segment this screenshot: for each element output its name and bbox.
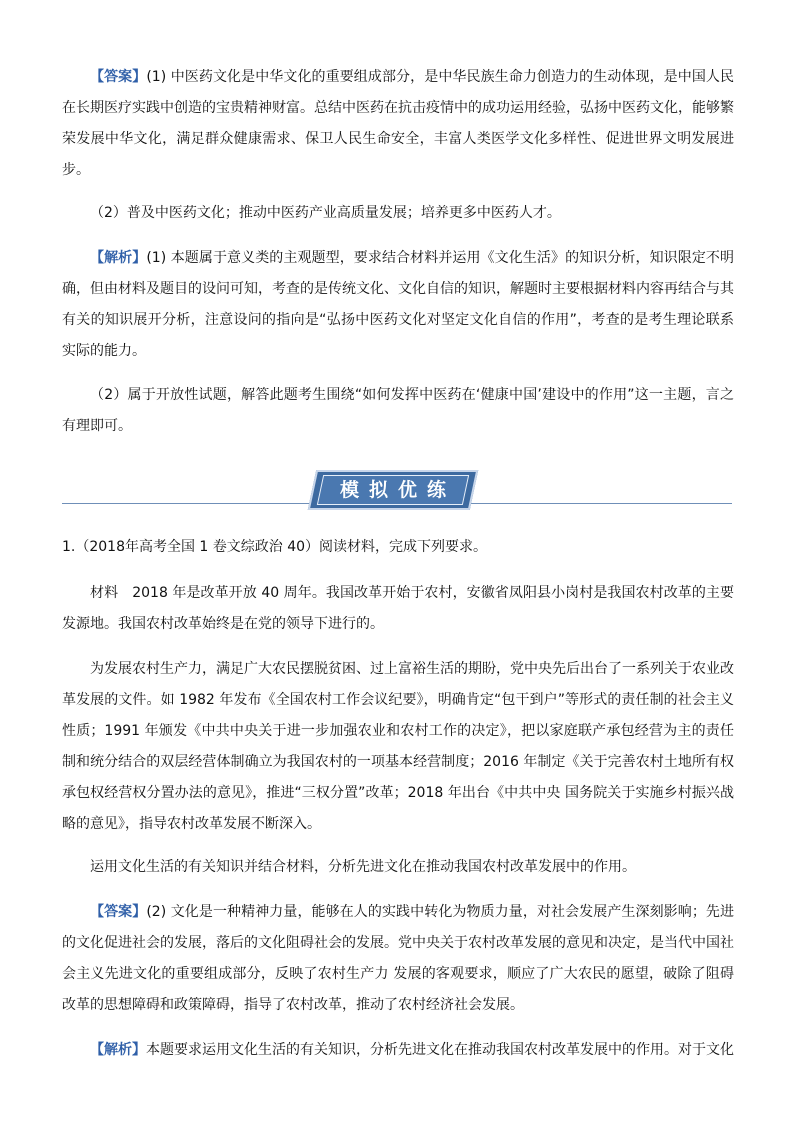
banner-title: 模拟优练 (339, 479, 456, 501)
answer-paragraph-1 (62, 62, 734, 186)
section-banner (312, 470, 474, 510)
question-prompt: 运用文化生活的有关知识并结合材料，分析先进文化在推动我国农村改革发展中的作用。 (90, 859, 636, 875)
question-answer (62, 897, 734, 1021)
answer-paragraph-2: （2）普及中医药文化；推动中医药产业高质量发展；培养更多中医药人才。 (90, 205, 561, 221)
analysis-paragraph-2: （2）属于开放性试题，解答此题考生围绕“如何发挥中医药在‘健康中国’建设中的作用”这一主题，言之有理即可。 (62, 387, 734, 434)
question-heading: 1.（2018年高考全国 1 卷文综政治 40）阅读材料，完成下列要求。 (62, 539, 488, 555)
material-paragraph-1: 材料 2018 年是改革开放 40 周年。我国改革开始于农村，安徽省凤阳县小岗村是我国农村改革的主要发源地。我国农村改革始终是在党的领导下进行的。 (62, 585, 734, 632)
question-answer-tag: 【答案】 (90, 904, 147, 920)
analysis-tag: 【解析】 (90, 250, 147, 266)
answer-tag: 【答案】 (90, 69, 147, 85)
question-analysis-text: 本题要求运用文化生活的有关知识，分析先进文化在推动我国农村改革发展中的作用。对于文化 (146, 1042, 734, 1058)
analysis-text-1: (1) 本题属于意义类的主观题型，要求结合材料并运用《文化生活》的知识分析，知识限定不明确，但由材料及题目的设问可知，考查的是传统文化、文化自信的知识，解题时主要根据材料内容再结合与其有关的知识展开分析，注意设问的指向是“弘扬中医药文化对坚定文化自信的作用”，考查的是考生理论联系实际的能力。 (62, 250, 735, 359)
question-analysis-tag: 【解析】 (90, 1042, 146, 1058)
question-analysis (62, 1035, 734, 1066)
analysis-paragraph-1 (62, 243, 734, 367)
material-paragraph-2: 为发展农村生产力，满足广大农民摆脱贫困、过上富裕生活的期盼，党中央先后出台了一系列关于农业改革发展的文件。如 1982 年发布《全国农村工作会议纪要》，明确肯定“包干到户”等形式的责任制的社会主义性质；1991 年颁发《中共中央关于进一步加强农业和农村工作的决定》，把以家庭联产承包经营为主的责任制和统分结合的双层经营体制确立为我国农村的一项基本经营制度；2016 年制定《关于完善农村土地所有权承包权经营权分置办法的意见》，推进“三权分置”改革；2018 年出台《中共中央 国务院关于实施乡村振兴战略的意见》，指导农村改革发展不断深入。 (62, 661, 734, 832)
question-answer-text: (2) 文化是一种精神力量，能够在人的实践中转化为物质力量，对社会发展产生深刻影响；先进的文化促进社会的发展，落后的文化阻碍社会的发展。党中央关于农村改革发展的意见和决定，是当代中国社会主义先进文化的重要组成部分，反映了农村生产力 发展的客观要求，顺应了广大农民的愿望，破除了阻碍改革的思想障碍和政策障碍，指导了农村改革，推动了农村经济社会发展。 (62, 904, 735, 1013)
answer-text-1: (1) 中医药文化是中华文化的重要组成部分，是中华民族生命力创造力的生动体现，是中国人民在长期医疗实践中创造的宝贵精神财富。总结中医药在抗击疫情中的成功运用经验，弘扬中医药文化，能够繁荣发展中华文化，满足群众健康需求、保卫人民生命安全，丰富人类医学文化多样性、促进世界文明发展进步。 (62, 69, 735, 178)
